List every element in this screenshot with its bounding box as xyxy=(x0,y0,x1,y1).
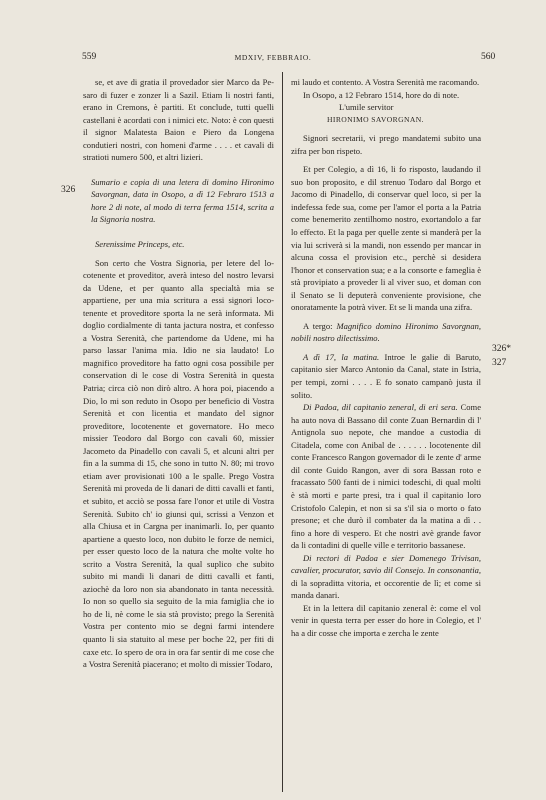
margin-note-326: 326 xyxy=(61,185,76,195)
page-number-left: 559 xyxy=(82,52,97,62)
paragraph-label: A tergo: xyxy=(303,320,333,331)
paragraph-text: Introe le galie di Baruto, capitanio sier Marco Antonio da Canal, state in Istria, per tempi, zorni . . . . E fo sonato campanò justa il solito. xyxy=(291,351,482,400)
section-heading: Sumario e copia di una letera di domino Hironimo Savorgnan, data in Osopo, a dì 12 Febraro 1513 a hore 2 di note, al modo di terra ferma 1514, scrita a la Signoria nostra. xyxy=(91,176,274,225)
paragraph: Et per Colegio, a dì 16, li fo risposto, laudando il suo bon proposito, e dil strenuo Todaro dal Borgo et Jacomo di Pinadello, di conservar quel loco, si per la indefessa fede sua, come per l'amor el porta a la Patria come benemerito zentilhomo nostro, exortandolo a far lo effecto. Et la paga per quelle zente si manderà per la via lui scriverà si la mandi, non essendo per mancar in alcuna cossa el provision etc., perchè si desidera l'honor et conservation sua; e a la consorte e fameglia è stà provipiato a proveder li al viver suo, et doman con il Senato se li deputerà conveniente provisione, che onoratamente la potrà viver. Et se li manda una zifra. xyxy=(291,164,481,313)
paragraph-label: Di rectori di Padoa e sier Domenego Trivisan, cavalier, procurator, savio dil Consejo. xyxy=(291,552,481,576)
paragraph xyxy=(291,320,481,345)
paragraph xyxy=(291,552,481,602)
paragraph: Son certo che Vostra Signoria, per letere del locotenente et proveditor, averà inteso del nostro levarsi da Udene, et per quanto alla specialtà mia se appartiene, per una mia scritura a essi signori locotenente et proveditore sporta la ne serà informata. Mi doglio cordialmente di tanta jactura nostra, et confesso a Vostra Serenità, che partendome da Udene, mi ha parso lassar l'anima mia. Idio ne sia laudato! Lo magnifico proveditore ha fatto ogni cosa possibile per conservation di le cose di Vostra Serenità in questa Patria; circa ciò non dirò altro. A hora poi, piacendo a Dio, lo mi son reduto in Osopo per beneficio di Vostra Serenità et con licentia et mandato del signor proveditore, locotenente et governatore. Ho meco missier Teodoro dal Borgo con cavali 60, missier Jacometo da Pinadello con cavali 5, et alcuni altri per fin a la summa di 15, che sono in tutto N. 80; mi trovo etiam aver provisionati 100 a le spalle. Prego Vostra Serenità mi proveda de li danari de ditti cavalli et fanti, et subito, et acciò se possa fare l'onor et utile di Vostra Serenità. Subito ch' io giunsi qui, scrissi a Venzon et alla Chiusa et in Cargna per inanimarli. Io, per quanto apartiene a questo loco, non dubito le forze de nemici, per esser questo loco de la natura che molte volte ho scrito a Vostra Serenità, la qual suplico che subito subito mi mandi li danari de ditti cavalli et fanti, aziochè da loro non sia abandonato in tanta necessità. Io non so quello sia seguito de la mia famiglia che io ho de li, nè come le sia stà provisto; prego la Serenità Vostra per contento mio se degni farmi intendere quanto li sia statuito al mese per boche 22, per fiti di caxe etc. Io spero de ora in ora far sentir di me cose che a Vostra Serenità piacerano; et molto di missier Todaro, xyxy=(83,257,274,670)
paragraph: mi laudo et contento. A Vostra Serenità me racomando. xyxy=(291,77,480,87)
paragraph xyxy=(291,351,481,401)
paragraph: Et in la lettera dil capitanio zeneral è: come el vol venir in questa terra per esser do hore in Colegio, et l' ha a dir cosse che importa e zercha le zente xyxy=(291,602,481,638)
margin-note-327: 327 xyxy=(492,358,507,368)
salutation: Serenissime Princeps, etc. xyxy=(95,239,185,250)
paragraph-label: Di Padoa, dil capitanio zeneral, di eri sera. xyxy=(303,402,458,413)
signature-name: HIRONIMO SAVORGNAN. xyxy=(327,114,424,124)
margin-note-326-star: 326* xyxy=(492,344,511,354)
paragraph: se, et ave di gratia il provedador sier Marco da Pesaro di fuzer e zonzer li a Sazil. Etiam li nostri fanti, erano in Cremons, è partiti. Et conclude, tutti quelli castellani è acordati con i nimici etc. Noto: è con questi il signor Malatesta Baion e Piero da Longena condutieri nostri, con homeni d'arme . . . . et cavali di stratioti numero 500, et altri lizieri. xyxy=(83,77,274,163)
paragraph-label: A dì 17, la matina. xyxy=(303,351,380,362)
left-column xyxy=(83,76,274,671)
column-divider xyxy=(282,72,283,792)
paragraph: Signori secretarii, vi prego mandatemi subito una zifra per bon rispeto. xyxy=(291,133,481,156)
paragraph-italic: In consonantia, xyxy=(427,565,481,576)
signature-block xyxy=(291,101,481,126)
dateline: In Osopo, a 12 Febraro 1514, hore do di note. xyxy=(303,89,460,100)
paragraph xyxy=(291,401,481,552)
paragraph-text: Come ha auto nova di Bassano dil conte Zuan Bernardin di l' Antignola suo nepote, che mandoe a custodia di Citadela, come con Anibal de . . . . . . locotenente dil conte Francesco Rangon governador di le zente d' arme dil conte Guido Rangon, aver di sora Bassan roto e fracassato 500 fanti de i nimici todeschi, di qual molti è stà morti e parte presi, tra i qual il capitanio loro Cristofolo Calepin, et non si sa s'il sia o morto o fato presone; et che durò il combater da la matina a dì . . fino a hore di vespero. Et che nostri avè grande favor da li contadini di quelle ville e territorio bassanese. xyxy=(291,402,481,551)
page-number-right: 560 xyxy=(481,52,496,62)
running-title: MDXIV, FEBBRAIO. xyxy=(234,53,312,62)
signature-line: L'umile servitor xyxy=(339,102,394,113)
right-column xyxy=(291,76,481,640)
paragraph-italic: Magnifico domino Hironimo Savorgnan, nobili nostro dilectissimo. xyxy=(291,320,482,344)
paragraph-text: di la sopraditta vitoria, et occorentie de lì; et come si manda danari. xyxy=(291,577,481,601)
